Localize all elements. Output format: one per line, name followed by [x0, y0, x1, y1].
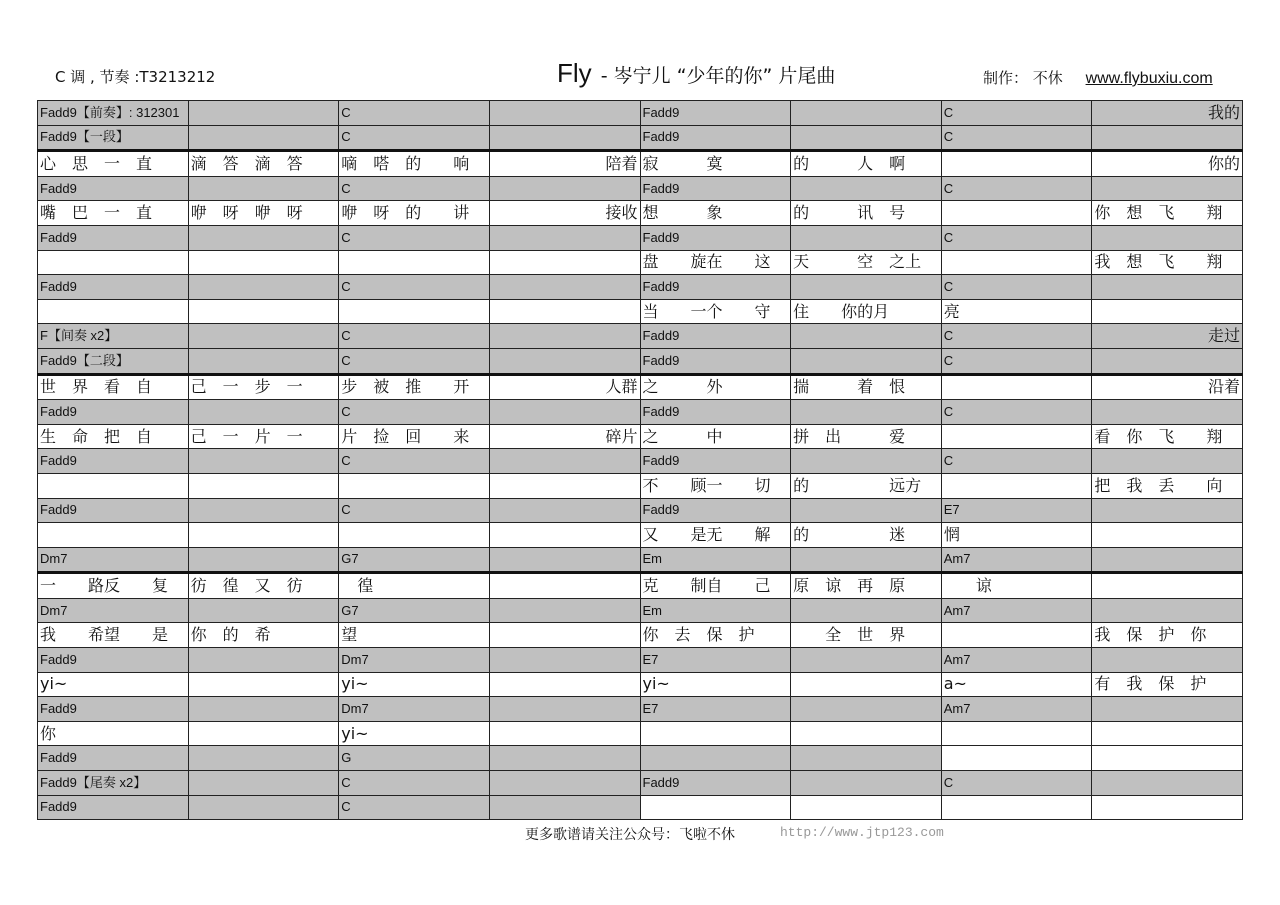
lyric-row: [38, 250, 1243, 275]
lyric-cell: yi~: [38, 672, 189, 697]
chord-row: [38, 547, 1243, 573]
song-title: [557, 58, 835, 89]
lyric-cell: [339, 523, 490, 548]
chord-cell: [791, 598, 942, 623]
chord-cell: Am7: [941, 697, 1092, 722]
lyric-cell: 世 界 看 自: [38, 374, 189, 400]
chord-cell: C: [339, 795, 490, 820]
chord-cell: C: [339, 771, 490, 796]
lyric-cell: 陪着: [489, 151, 640, 177]
lyric-cell: 寂 寞: [640, 151, 791, 177]
chord-cell: [489, 400, 640, 425]
chord-cell: G7: [339, 547, 490, 573]
lyric-cell: 惘: [941, 523, 1092, 548]
chord-cell: [1092, 225, 1243, 250]
chord-cell: [489, 697, 640, 722]
lyric-row: [38, 721, 1243, 746]
chord-cell: C: [941, 176, 1092, 201]
chord-cell: Fadd9【二段】: [38, 348, 189, 374]
lyric-cell: [38, 473, 189, 498]
lyric-cell: 克 制自 己: [640, 573, 791, 599]
lyric-row: [38, 201, 1243, 226]
lyric-cell: [941, 623, 1092, 648]
lyric-cell: [489, 250, 640, 275]
lyric-cell: 又 是无 解: [640, 523, 791, 548]
lyric-cell: 你: [38, 721, 189, 746]
chord-cell: [791, 449, 942, 474]
chord-cell: [1092, 498, 1243, 523]
chord-cell: [188, 771, 339, 796]
chord-cell: Fadd9: [640, 348, 791, 374]
lyric-cell: 碎片: [489, 424, 640, 449]
chord-cell: Fadd9: [38, 176, 189, 201]
chord-cell: Am7: [941, 598, 1092, 623]
chord-row: [38, 449, 1243, 474]
chord-cell: E7: [640, 648, 791, 673]
chord-cell: [188, 176, 339, 201]
chord-cell: [188, 225, 339, 250]
key-and-rhythm: C 调 , 节奏 :T3213212: [55, 68, 216, 86]
lyric-cell: 己 一 片 一: [188, 424, 339, 449]
chord-cell: [489, 771, 640, 796]
chord-cell: C: [339, 449, 490, 474]
lyric-cell: 住 你的月: [791, 299, 942, 324]
lyric-cell: [489, 299, 640, 324]
chord-cell: [791, 697, 942, 722]
lyric-cell: 己 一 步 一: [188, 374, 339, 400]
chord-cell: [188, 598, 339, 623]
chord-row: [38, 324, 1243, 349]
lyric-cell: 你的: [1092, 151, 1243, 177]
lyric-cell: 望: [339, 623, 490, 648]
chord-cell: C: [941, 101, 1092, 126]
lyric-cell: [489, 523, 640, 548]
lyric-cell: 嘀 嗒 的 响: [339, 151, 490, 177]
lyric-cell: 嘴 巴 一 直: [38, 201, 189, 226]
chord-cell: Fadd9: [640, 125, 791, 151]
chord-cell: [188, 348, 339, 374]
chord-cell: [188, 795, 339, 820]
chord-cell: 走过: [1092, 324, 1243, 349]
chord-cell: [489, 348, 640, 374]
lyric-cell: 的 远方: [791, 473, 942, 498]
chord-cell: [791, 648, 942, 673]
chord-cell: [188, 324, 339, 349]
chord-cell: E7: [640, 697, 791, 722]
chord-cell: [489, 547, 640, 573]
chord-cell: [791, 101, 942, 126]
lyric-cell: 徨: [339, 573, 490, 599]
chord-cell: [188, 498, 339, 523]
lyric-cell: 心 思 一 直: [38, 151, 189, 177]
chord-cell: Fadd9: [640, 400, 791, 425]
chord-cell: [791, 275, 942, 300]
chord-cell: [489, 746, 640, 771]
lyric-cell: 看 你 飞 翔: [1092, 424, 1243, 449]
chord-cell: [188, 400, 339, 425]
chord-cell: [188, 648, 339, 673]
chord-cell: Fadd9: [38, 795, 189, 820]
chord-cell: [489, 125, 640, 151]
lyric-row: [38, 623, 1243, 648]
lyric-cell: 亮: [941, 299, 1092, 324]
lyric-cell: [941, 201, 1092, 226]
lyric-cell: [339, 299, 490, 324]
lyric-cell: 我 保 护 你: [1092, 623, 1243, 648]
chord-row: [38, 101, 1243, 126]
chord-cell: C: [941, 125, 1092, 151]
lyric-cell: 谅: [941, 573, 1092, 599]
chord-row: [38, 697, 1243, 722]
lyric-cell: [941, 250, 1092, 275]
chord-cell: [188, 101, 339, 126]
chord-cell: [489, 648, 640, 673]
lyric-cell: 的 迷: [791, 523, 942, 548]
chord-cell: [941, 795, 1092, 820]
chord-cell: C: [941, 771, 1092, 796]
chord-cell: C: [339, 498, 490, 523]
chord-cell: Em: [640, 598, 791, 623]
chord-row: [38, 400, 1243, 425]
lyric-cell: 的 讯 号: [791, 201, 942, 226]
lyric-cell: [941, 374, 1092, 400]
chord-cell: C: [941, 324, 1092, 349]
chord-cell: [791, 400, 942, 425]
lyric-cell: [188, 523, 339, 548]
lyric-cell: [1092, 721, 1243, 746]
chord-cell: Fadd9: [640, 176, 791, 201]
chord-cell: C: [941, 449, 1092, 474]
lyric-cell: [640, 721, 791, 746]
chord-cell: [489, 225, 640, 250]
chord-cell: Fadd9: [38, 275, 189, 300]
chord-cell: Fadd9【前奏】: 312301: [38, 101, 189, 126]
lyric-cell: 你 想 飞 翔: [1092, 201, 1243, 226]
lyric-cell: 你 的 希: [188, 623, 339, 648]
chord-cell: Em: [640, 547, 791, 573]
chord-cell: [188, 449, 339, 474]
lyric-cell: [188, 299, 339, 324]
chord-cell: [941, 746, 1092, 771]
chord-cell: [1092, 449, 1243, 474]
chord-cell: C: [339, 101, 490, 126]
chord-cell: [1092, 697, 1243, 722]
lyric-cell: yi~: [339, 721, 490, 746]
chord-cell: [791, 225, 942, 250]
chord-cell: Fadd9: [38, 449, 189, 474]
chord-cell: Dm7: [339, 697, 490, 722]
chord-cell: [489, 176, 640, 201]
chord-cell: Fadd9【尾奏 x2】: [38, 771, 189, 796]
chord-cell: E7: [941, 498, 1092, 523]
lyric-row: [38, 151, 1243, 177]
chord-cell: Fadd9: [38, 697, 189, 722]
lyric-cell: 之 中: [640, 424, 791, 449]
chord-cell: [1092, 176, 1243, 201]
chord-cell: Fadd9: [38, 400, 189, 425]
footer-notice: 更多歌谱请关注公众号：飞啦不休: [525, 827, 735, 843]
lyric-cell: 彷 徨 又 彷: [188, 573, 339, 599]
lyric-cell: 有 我 保 护: [1092, 672, 1243, 697]
lyric-cell: [489, 672, 640, 697]
lyric-cell: [941, 151, 1092, 177]
chord-cell: [1092, 795, 1243, 820]
chord-cell: C: [941, 400, 1092, 425]
chord-cell: [1092, 547, 1243, 573]
chord-cell: F【间奏 x2】: [38, 324, 189, 349]
lyric-cell: 一 路反 复: [38, 573, 189, 599]
chord-row: [38, 125, 1243, 151]
chord-cell: [1092, 771, 1243, 796]
lyric-cell: 想 象: [640, 201, 791, 226]
chord-cell: [489, 598, 640, 623]
lyric-cell: 我 希望 是: [38, 623, 189, 648]
lyric-cell: 咿 呀 咿 呀: [188, 201, 339, 226]
chord-cell: [640, 746, 791, 771]
chord-cell: [1092, 275, 1243, 300]
chord-cell: Fadd9: [38, 225, 189, 250]
chord-cell: [1092, 746, 1243, 771]
lyric-row: [38, 374, 1243, 400]
lyric-cell: 接收: [489, 201, 640, 226]
chord-cell: G: [339, 746, 490, 771]
lyric-cell: [38, 523, 189, 548]
lyric-cell: 咿 呀 的 讲: [339, 201, 490, 226]
author: 制作： 不休: [983, 69, 1063, 87]
chord-cell: [1092, 400, 1243, 425]
lyric-cell: 步 被 推 开: [339, 374, 490, 400]
lyric-row: [38, 473, 1243, 498]
chord-cell: [791, 498, 942, 523]
chord-row: [38, 348, 1243, 374]
lyric-cell: 的 人 啊: [791, 151, 942, 177]
chord-cell: Fadd9: [38, 498, 189, 523]
chord-cell: C: [339, 225, 490, 250]
chord-row: [38, 176, 1243, 201]
lyric-cell: yi~: [640, 672, 791, 697]
lyric-cell: 拼 出 爱: [791, 424, 942, 449]
chord-cell: C: [941, 225, 1092, 250]
chord-cell: Dm7: [339, 648, 490, 673]
chord-cell: Fadd9: [38, 648, 189, 673]
chord-row: [38, 225, 1243, 250]
lyric-cell: [339, 473, 490, 498]
lyric-cell: yi~: [339, 672, 490, 697]
lyric-cell: [1092, 299, 1243, 324]
lyric-cell: 全 世 界: [791, 623, 942, 648]
chord-row: [38, 648, 1243, 673]
chord-cell: [188, 746, 339, 771]
chord-cell: [791, 771, 942, 796]
chord-cell: [791, 547, 942, 573]
lyric-cell: [188, 672, 339, 697]
chord-cell: [188, 547, 339, 573]
chord-cell: Am7: [941, 547, 1092, 573]
lyric-cell: [188, 250, 339, 275]
lyric-cell: [1092, 523, 1243, 548]
chord-cell: [489, 795, 640, 820]
lyric-cell: 揣 着 恨: [791, 374, 942, 400]
lyric-cell: 你 去 保 护: [640, 623, 791, 648]
chord-cell: [1092, 648, 1243, 673]
chord-cell: Fadd9: [640, 101, 791, 126]
chord-cell: C: [339, 176, 490, 201]
lyric-cell: 人群: [489, 374, 640, 400]
chord-cell: Fadd9: [640, 449, 791, 474]
chord-cell: Fadd9: [640, 324, 791, 349]
chord-cell: [1092, 598, 1243, 623]
chord-cell: [489, 324, 640, 349]
song-subtitle: - 岑宁儿 “少年的你” 片尾曲: [600, 65, 836, 87]
chord-cell: [1092, 125, 1243, 151]
chord-row: [38, 771, 1243, 796]
chord-cell: [791, 348, 942, 374]
chord-cell: [489, 498, 640, 523]
lyric-cell: 生 命 把 自: [38, 424, 189, 449]
chord-cell: [791, 176, 942, 201]
credits: [983, 67, 1213, 88]
lyric-cell: [1092, 573, 1243, 599]
chord-cell: [791, 795, 942, 820]
chord-sheet-table: [37, 100, 1243, 820]
lyric-cell: [791, 721, 942, 746]
lyric-cell: [339, 250, 490, 275]
lyric-cell: 天 空 之上: [791, 250, 942, 275]
footer-url[interactable]: http://www.jtp123.com: [780, 825, 944, 840]
lyric-cell: [941, 424, 1092, 449]
chord-cell: [791, 324, 942, 349]
lyric-cell: 片 捡 回 来: [339, 424, 490, 449]
chord-cell: [1092, 348, 1243, 374]
chord-cell: [188, 697, 339, 722]
lyric-row: [38, 424, 1243, 449]
lyric-cell: [941, 473, 1092, 498]
lyric-cell: [489, 721, 640, 746]
lyric-cell: [489, 573, 640, 599]
chord-cell: [188, 275, 339, 300]
chord-cell: [489, 449, 640, 474]
chord-cell: Dm7: [38, 598, 189, 623]
lyric-cell: [489, 473, 640, 498]
chord-row: [38, 275, 1243, 300]
lyric-cell: 之 外: [640, 374, 791, 400]
chord-row: [38, 795, 1243, 820]
lyric-cell: [791, 672, 942, 697]
chord-row: [38, 746, 1243, 771]
lyric-cell: 当 一个 守: [640, 299, 791, 324]
lyric-row: [38, 672, 1243, 697]
chord-cell: Fadd9: [640, 275, 791, 300]
chord-cell: C: [339, 400, 490, 425]
lyric-cell: 沿着: [1092, 374, 1243, 400]
chord-cell: C: [941, 275, 1092, 300]
chord-cell: C: [339, 348, 490, 374]
chord-cell: C: [339, 275, 490, 300]
lyric-cell: 盘 旋在 这: [640, 250, 791, 275]
chord-cell: Fadd9【一段】: [38, 125, 189, 151]
lyric-cell: [188, 473, 339, 498]
chord-cell: [489, 275, 640, 300]
chord-cell: C: [339, 125, 490, 151]
chord-cell: Fadd9: [640, 498, 791, 523]
chord-row: [38, 498, 1243, 523]
site-link[interactable]: www.flybuxiu.com: [1085, 70, 1213, 87]
lyric-cell: 滴 答 滴 答: [188, 151, 339, 177]
chord-cell: [640, 795, 791, 820]
chord-cell: Fadd9: [38, 746, 189, 771]
chord-cell: Am7: [941, 648, 1092, 673]
chord-cell: G7: [339, 598, 490, 623]
chord-cell: [489, 101, 640, 126]
lyric-cell: [38, 299, 189, 324]
chord-cell: [188, 125, 339, 151]
chord-cell: Dm7: [38, 547, 189, 573]
chord-row: [38, 598, 1243, 623]
lyric-cell: [188, 721, 339, 746]
chord-cell: C: [339, 324, 490, 349]
lyric-cell: 把 我 丢 向: [1092, 473, 1243, 498]
lyric-row: [38, 573, 1243, 599]
chord-cell: [791, 125, 942, 151]
chord-cell: 我的: [1092, 101, 1243, 126]
lyric-row: [38, 523, 1243, 548]
lyric-cell: [941, 721, 1092, 746]
chord-cell: [791, 746, 942, 771]
lyric-cell: [489, 623, 640, 648]
lyric-cell: [38, 250, 189, 275]
song-name: Fly: [557, 58, 592, 88]
lyric-cell: 不 顾一 切: [640, 473, 791, 498]
chord-cell: Fadd9: [640, 225, 791, 250]
lyric-cell: 我 想 飞 翔: [1092, 250, 1243, 275]
lyric-cell: 原 谅 再 原: [791, 573, 942, 599]
lyric-row: [38, 299, 1243, 324]
chord-cell: Fadd9: [640, 771, 791, 796]
chord-cell: C: [941, 348, 1092, 374]
lyric-cell: a~: [941, 672, 1092, 697]
